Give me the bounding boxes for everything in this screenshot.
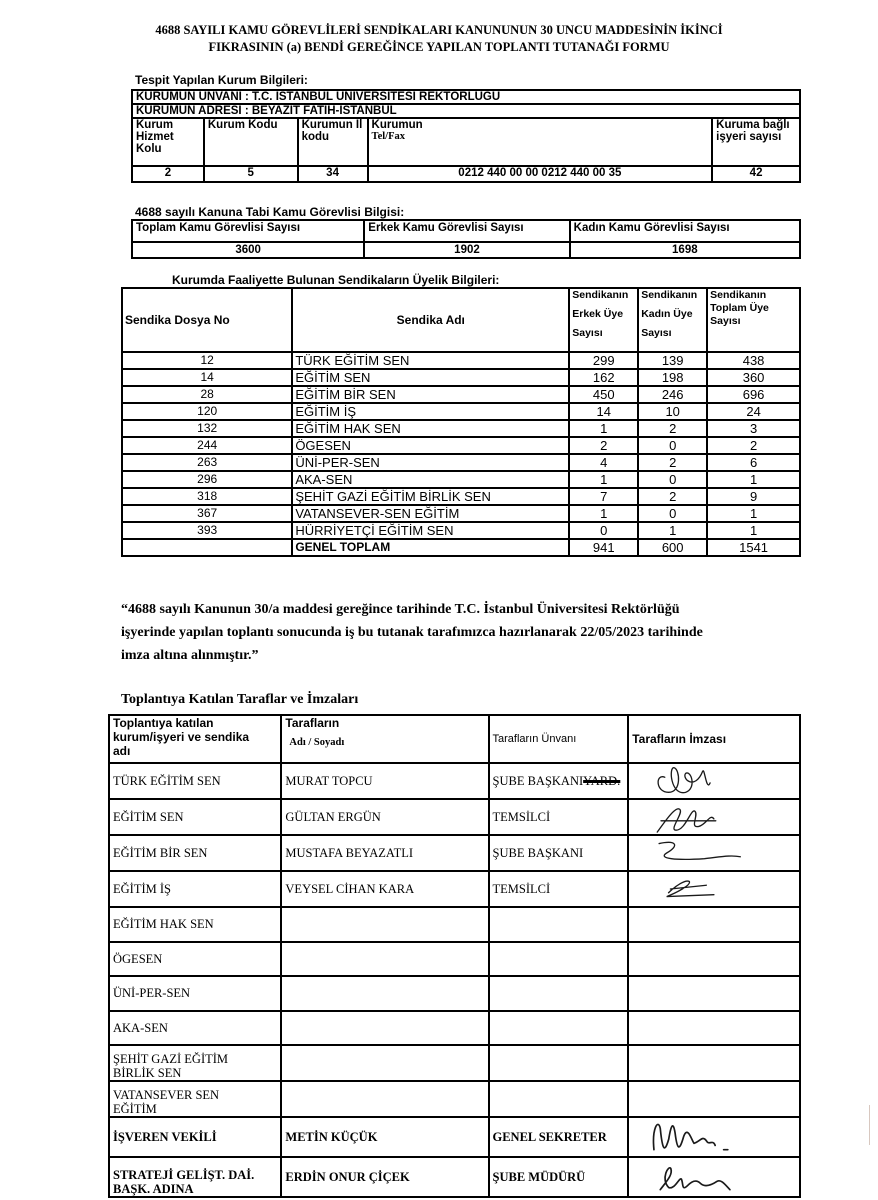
participant-signature: [628, 1011, 800, 1046]
header-male-line3: Sayısı: [572, 327, 603, 339]
participant-title-text: ŞUBE BAŞKANI: [492, 774, 584, 788]
participant-title-text: ŞUBE BAŞKANI: [492, 846, 584, 860]
union-female-members: 0: [638, 437, 707, 454]
union-row: [122, 437, 800, 454]
participant-row: [109, 763, 800, 799]
participant-org: EĞİTİM BİR SEN: [109, 835, 281, 871]
participant-title-text: ŞUBE MÜDÜRÜ: [492, 1170, 586, 1184]
value-workplace-count: 42: [712, 166, 800, 182]
participant-org-line-1: ŞEHİT GAZİ EĞİTİM: [113, 1052, 229, 1066]
institution-address: KURUMUN ADRESİ : BEYAZIT FATİH-İSTANBUL: [132, 104, 800, 118]
header-tel-fax-line1: Kurumun: [371, 119, 423, 131]
participant-org: ÜNİ-PER-SEN: [109, 976, 281, 1011]
participant-title: [489, 763, 629, 799]
union-female-members: 1: [638, 522, 707, 539]
union-name: HÜRRİYETÇİ EĞİTİM SEN: [292, 522, 569, 539]
participant-org: AKA-SEN: [109, 1011, 281, 1046]
header-female-line2: Kadın Üye: [641, 308, 693, 320]
participant-name: [281, 1081, 488, 1117]
participant-name: [281, 907, 488, 942]
participant-signature: [628, 976, 800, 1011]
union-male-members: 1: [569, 471, 638, 488]
grand-total-female: 600: [638, 539, 707, 556]
union-female-members: 0: [638, 471, 707, 488]
participant-title-text: GENEL SEKRETER: [492, 1130, 607, 1144]
participant-signature: [628, 1081, 800, 1117]
institution-table: [131, 89, 801, 183]
participant-name: MURAT TOPCU: [281, 763, 488, 799]
participant-name: VEYSEL CİHAN KARA: [281, 871, 488, 907]
participant-title: [489, 942, 629, 977]
participant-title: [489, 1157, 629, 1197]
union-file-no: 12: [122, 352, 292, 369]
union-female-members: 10: [638, 403, 707, 420]
header-name-line2: Adı / Soyadı: [289, 737, 345, 748]
staff-total-label: Toplam Kamu Görevlisi Sayısı: [132, 220, 364, 242]
header-female-members: [638, 288, 707, 352]
union-male-members: 299: [569, 352, 638, 369]
header-code: Kurum Kodu: [204, 118, 298, 166]
participant-org-line-2: EĞİTİM: [113, 1102, 157, 1116]
union-total-members: 696: [707, 386, 800, 403]
participant-name: [281, 1045, 488, 1081]
header-male-line1: Sendikanın: [572, 289, 629, 301]
institution-name: KURUMUN ÜNVANI : T.C. İSTANBUL ÜNİVERSİTESİ REKTÖRLÜĞÜ: [132, 90, 800, 104]
header-name: [281, 715, 488, 763]
title-line-1: 4688 SAYILI KAMU GÖREVLİLERİ SENDİKALARI KANUNUNUN 30 UNCU MADDESİNİN İKİNCİ: [155, 23, 723, 37]
statement-line-1: “4688 sayılı Kanunun 30/a maddesi gereğince tarihinde T.C. İstanbul Üniversitesi Rektörlüğü: [121, 602, 680, 617]
signature-stroke: [654, 1124, 728, 1149]
participant-name: [281, 942, 488, 977]
participant-org: [109, 1045, 281, 1081]
union-row: [122, 420, 800, 437]
signature-drawing: [628, 1118, 758, 1156]
staff-female-label: Kadın Kamu Görevlisi Sayısı: [570, 220, 800, 242]
union-row: [122, 471, 800, 488]
union-total-members: 24: [707, 403, 800, 420]
participant-row: [109, 1117, 800, 1157]
participant-org: EĞİTİM İŞ: [109, 871, 281, 907]
header-female-line3: Sayısı: [641, 327, 672, 339]
participant-org-line-1: STRATEJİ GELİŞT. DAİ.: [113, 1168, 255, 1182]
union-total-members: 360: [707, 369, 800, 386]
union-row: [122, 488, 800, 505]
signature-stroke: [657, 809, 716, 832]
value-province-code: 34: [298, 166, 368, 182]
participant-signature: [628, 1157, 800, 1197]
participant-title: [489, 976, 629, 1011]
union-row: [122, 454, 800, 471]
union-row: [122, 522, 800, 539]
signature-drawing: [640, 836, 750, 870]
grand-total-male: 941: [569, 539, 638, 556]
union-male-members: 0: [569, 522, 638, 539]
participant-name: METİN KÜÇÜK: [281, 1117, 488, 1157]
union-file-no: 393: [122, 522, 292, 539]
statement: [121, 598, 801, 667]
participant-signature: [628, 1045, 800, 1081]
union-male-members: 4: [569, 454, 638, 471]
union-file-no: 367: [122, 505, 292, 522]
participant-signature: [628, 1117, 800, 1157]
participant-title-text: TEMSİLCİ: [492, 882, 551, 896]
signature-stroke: [667, 881, 714, 896]
union-male-members: 14: [569, 403, 638, 420]
participant-row: [109, 1081, 800, 1117]
participant-org: EĞİTİM HAK SEN: [109, 907, 281, 942]
union-file-no: 14: [122, 369, 292, 386]
participant-signature: [628, 835, 800, 871]
union-name: ÜNİ-PER-SEN: [292, 454, 569, 471]
union-file-no: 244: [122, 437, 292, 454]
header-org-line2: kurum/işyeri ve sendika: [113, 730, 250, 744]
union-name: EĞİTİM HAK SEN: [292, 420, 569, 437]
participant-org: [109, 1157, 281, 1197]
value-code: 5: [204, 166, 298, 182]
union-name: AKA-SEN: [292, 471, 569, 488]
participant-name: MUSTAFA BEYAZATLI: [281, 835, 488, 871]
statement-line-3: imza altına alınmıştır.”: [121, 648, 259, 663]
participant-org: ÖGESEN: [109, 942, 281, 977]
union-total-members: 6: [707, 454, 800, 471]
union-file-no: 263: [122, 454, 292, 471]
header-title: Tarafların Ünvanı: [489, 715, 629, 763]
header-union-name: Sendika Adı: [292, 288, 569, 352]
participant-org-line-2: BİRLİK SEN: [113, 1066, 182, 1080]
participant-signature: [628, 763, 800, 799]
header-org: [109, 715, 281, 763]
union-female-members: 2: [638, 488, 707, 505]
institution-section-label: Tespit Yapılan Kurum Bilgileri:: [135, 73, 308, 87]
participant-title: [489, 835, 629, 871]
header-file-no: Sendika Dosya No: [122, 288, 292, 352]
header-total-line1: Sendikanın: [710, 289, 767, 301]
header-workplace-count: Kuruma bağlı işyeri sayısı: [712, 118, 800, 166]
union-total-members: 2: [707, 437, 800, 454]
union-row: [122, 369, 800, 386]
participant-row: [109, 871, 800, 907]
participant-name: ERDİN ONUR ÇİÇEK: [281, 1157, 488, 1197]
union-row: [122, 505, 800, 522]
union-name: ŞEHİT GAZİ EĞİTİM BİRLİK SEN: [292, 488, 569, 505]
signature-drawing: [628, 1158, 758, 1196]
staff-section-label: 4688 sayılı Kanuna Tabi Kamu Görevlisi Bilgisi:: [135, 205, 405, 219]
participant-row: [109, 976, 800, 1011]
union-name: EĞİTİM İŞ: [292, 403, 569, 420]
staff-male-value: 1902: [364, 242, 569, 258]
header-male-members: [569, 288, 638, 352]
participant-signature: [628, 942, 800, 977]
union-male-members: 162: [569, 369, 638, 386]
union-male-members: 1: [569, 420, 638, 437]
title-line-2: FIKRASININ (a) BENDİ GEREĞİNCE YAPILAN TOPLANTI TUTANAĞI FORMU: [208, 40, 670, 54]
participant-name: [281, 1011, 488, 1046]
union-total-members: 1: [707, 505, 800, 522]
grand-total-total: 1541: [707, 539, 800, 556]
participant-org-line-1: VATANSEVER SEN: [113, 1088, 220, 1102]
participant-title: [489, 1081, 629, 1117]
union-row: [122, 403, 800, 420]
signature-drawing: [640, 872, 750, 906]
header-province-code: Kurumun İl kodu: [298, 118, 368, 166]
union-name: TÜRK EĞİTİM SEN: [292, 352, 569, 369]
participant-signature: [628, 871, 800, 907]
header-male-line2: Erkek Üye: [572, 308, 624, 320]
union-total-members: 3: [707, 420, 800, 437]
signature-drawing: [640, 800, 750, 834]
participant-title: [489, 1045, 629, 1081]
signature-stroke: [658, 768, 710, 793]
document-title: [0, 22, 878, 56]
union-name: EĞİTİM BİR SEN: [292, 386, 569, 403]
union-file-no: 28: [122, 386, 292, 403]
header-total-line3: Sayısı: [710, 315, 741, 327]
participant-row: [109, 1045, 800, 1081]
union-male-members: 450: [569, 386, 638, 403]
participant-org: İŞVEREN VEKİLİ: [109, 1117, 281, 1157]
header-total-line2: Toplam Üye: [710, 302, 769, 314]
union-membership-table: [121, 287, 801, 557]
union-name: VATANSEVER-SEN EĞİTİM: [292, 505, 569, 522]
participant-row: [109, 799, 800, 835]
union-name: ÖGESEN: [292, 437, 569, 454]
value-tel-fax: 0212 440 00 00 0212 440 00 35: [368, 166, 713, 182]
participant-row: [109, 907, 800, 942]
grand-total-label: GENEL TOPLAM: [292, 539, 569, 556]
participant-title: [489, 871, 629, 907]
participants-table: [108, 714, 801, 1198]
union-name: EĞİTİM SEN: [292, 369, 569, 386]
union-male-members: 7: [569, 488, 638, 505]
header-total-members: [707, 288, 800, 352]
union-total-members: 9: [707, 488, 800, 505]
header-tel-fax-line2: Tel/Fax: [371, 131, 405, 142]
union-total-members: 438: [707, 352, 800, 369]
union-female-members: 2: [638, 454, 707, 471]
staff-table: [131, 219, 801, 259]
header-female-line1: Sendikanın: [641, 289, 698, 301]
union-row: [122, 352, 800, 369]
union-male-members: 1: [569, 505, 638, 522]
scan-edge-mark: [869, 1105, 870, 1145]
participant-rows: [109, 763, 800, 1197]
participant-title-struck: YARD.: [583, 774, 621, 788]
participant-org: TÜRK EĞİTİM SEN: [109, 763, 281, 799]
header-tel-fax: [368, 118, 713, 166]
header-name-line1: Tarafların: [285, 716, 340, 730]
staff-female-value: 1698: [570, 242, 800, 258]
union-file-no: 120: [122, 403, 292, 420]
participant-title: [489, 1117, 629, 1157]
participant-row: [109, 835, 800, 871]
union-female-members: 198: [638, 369, 707, 386]
union-female-members: 139: [638, 352, 707, 369]
staff-male-label: Erkek Kamu Görevlisi Sayısı: [364, 220, 569, 242]
union-row: [122, 386, 800, 403]
participant-org-line-2: BAŞK. ADINA: [113, 1182, 194, 1196]
union-total-members: 1: [707, 522, 800, 539]
union-female-members: 0: [638, 505, 707, 522]
staff-total-value: 3600: [132, 242, 364, 258]
union-female-members: 2: [638, 420, 707, 437]
participants-section-label: Toplantıya Katılan Taraflar ve İmzaları: [121, 692, 359, 707]
header-service-branch: Kurum Hizmet Kolu: [132, 118, 204, 166]
participant-org: [109, 1081, 281, 1117]
header-org-line3: adı: [113, 744, 131, 758]
header-org-line1: Toplantıya katılan: [113, 716, 214, 730]
participant-org: EĞİTİM SEN: [109, 799, 281, 835]
participant-title: [489, 1011, 629, 1046]
signature-stroke: [659, 842, 740, 859]
grand-total-spacer: [122, 539, 292, 556]
statement-line-2: işyerinde yapılan toplantı sonucunda iş bu tutanak tarafımızca hazırlanarak 22/05/2023 tarihinde: [121, 625, 703, 640]
unions-section-label: Kurumda Faaliyette Bulunan Sendikaların Üyelik Bilgileri:: [172, 273, 500, 287]
participant-title: [489, 799, 629, 835]
union-file-no: 296: [122, 471, 292, 488]
participant-title: [489, 907, 629, 942]
participant-row: [109, 1157, 800, 1197]
participant-name: [281, 976, 488, 1011]
union-rows: [122, 352, 800, 539]
participant-name: GÜLTAN ERGÜN: [281, 799, 488, 835]
union-file-no: 318: [122, 488, 292, 505]
header-signature: Tarafların İmzası: [628, 715, 800, 763]
signature-drawing: [640, 764, 750, 798]
participant-row: [109, 942, 800, 977]
union-female-members: 246: [638, 386, 707, 403]
participant-title-text: TEMSİLCİ: [492, 810, 551, 824]
participant-signature: [628, 799, 800, 835]
union-total-members: 1: [707, 471, 800, 488]
participant-signature: [628, 907, 800, 942]
union-file-no: 132: [122, 420, 292, 437]
union-male-members: 2: [569, 437, 638, 454]
participant-row: [109, 1011, 800, 1046]
signature-stroke: [660, 1168, 730, 1190]
value-service-branch: 2: [132, 166, 204, 182]
